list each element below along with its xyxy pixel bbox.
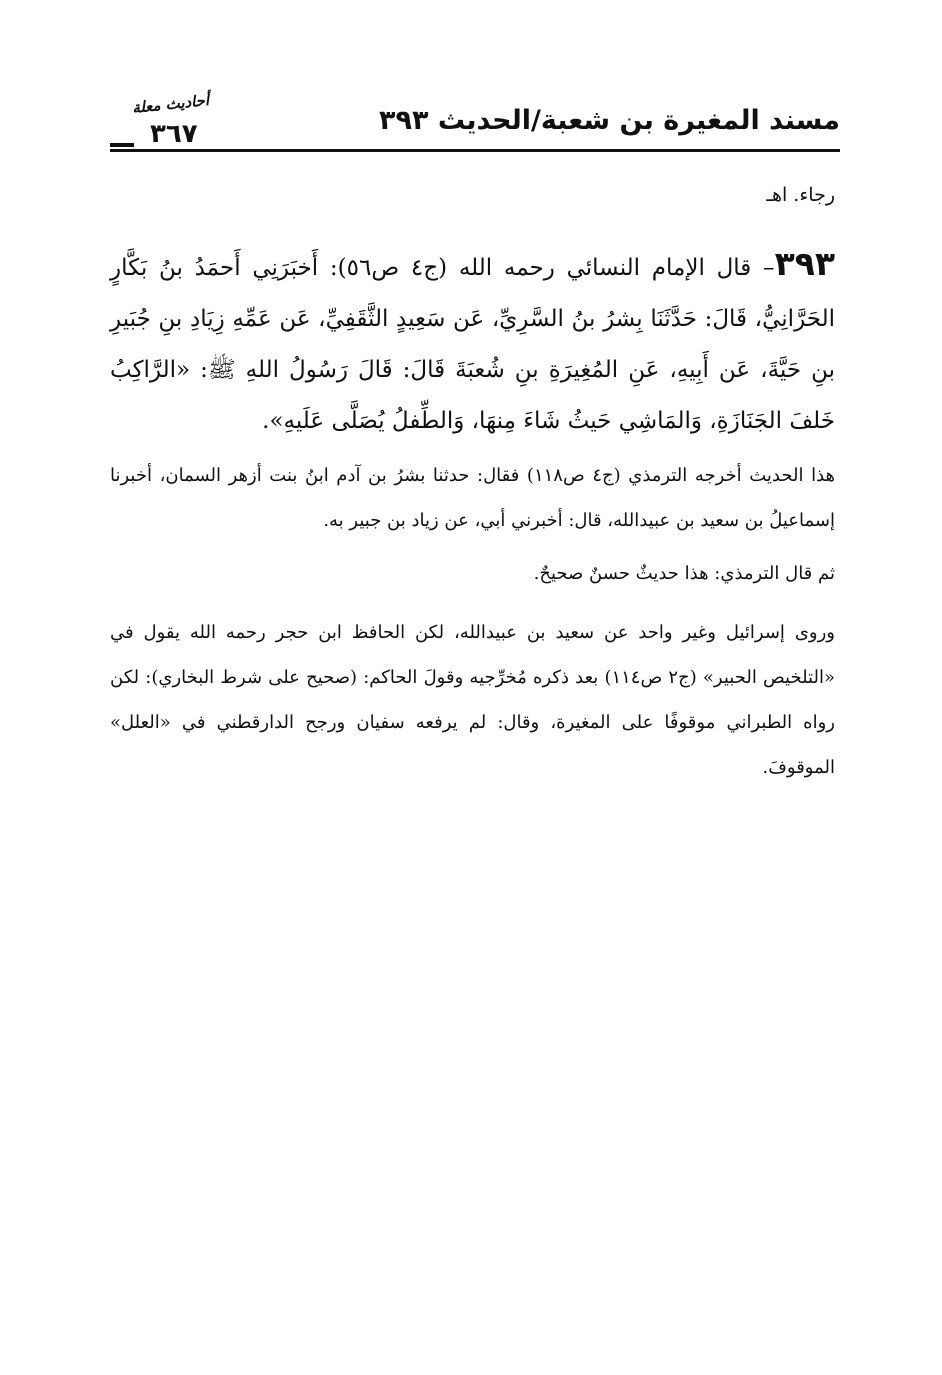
hadith-text	[110, 238, 835, 447]
header-rule	[110, 149, 840, 152]
header-mark	[110, 143, 134, 147]
page-number: ٣٦٧	[150, 119, 198, 149]
page-body	[110, 180, 835, 798]
commentary-paragraph: ثم قال الترمذي: هذا حديثٌ حسنٌ صحيحٌ.	[533, 563, 835, 584]
running-title: مسند المغيرة بن شعبة/الحديث ٣٩٣	[378, 105, 840, 136]
commentary-paragraph: وروى إسرائيل وغير واحد عن سعيد بن عبيدالله، لكن الحافظ ابن حجر رحمه الله يقول في «التلخيص الحبير» (ج٢ ص١١٤) بعد ذكره مُخرِّجيه وقولَ الحاكم: (صحيح على شرط البخاري): لكن رواه الطبراني موقوفًا على المغيرة، وقال: لم يرفعه سفيان ورجح الدارقطني في «العلل» الموقوفَ.	[110, 622, 835, 778]
previous-hadith-ending: رجاء. اهـ	[766, 184, 835, 206]
commentary-paragraph: هذا الحديث أخرجه الترمذي (ج٤ ص١١٨) فقال: حدثنا بشرُ بن آدم ابنُ بنت أزهر السمان، أخبرنا إسماعيلُ بن سعيد بن عبيدالله، قال: أخبرني أبي، عن زياد بن جبير به.	[110, 465, 836, 531]
hadith-number: ٣٩٣	[774, 244, 835, 283]
hadith-body: – قال الإمام النسائي رحمه الله (ج٤ ص٥٦): أَخبَرَنِي أَحمَدُ بنُ بَكَّارٍ الحَرَّانِيُّ، قَالَ: حَدَّثَنَا بِشرُ بنُ السَّرِيِّ، عَن سَعِيدٍ الثَّقَفِيِّ، عَن عَمِّهِ زِيَادِ بنِ جُبَيرِ بنِ حَيَّةَ، عَن أَبِيهِ، عَنِ المُغِيرَةِ بنِ شُعبَةَ قَالَ: قَالَ رَسُولُ اللهِ ﷺ: «الرَّاكِبُ خَلفَ الجَنَازَةِ، وَالمَاشِي حَيثُ شَاءَ مِنهَا، وَالطِّفلُ يُصَلَّى عَلَيهِ».	[110, 255, 835, 434]
series-tag: أحاديث معلة	[131, 91, 210, 117]
page-header	[110, 91, 840, 155]
